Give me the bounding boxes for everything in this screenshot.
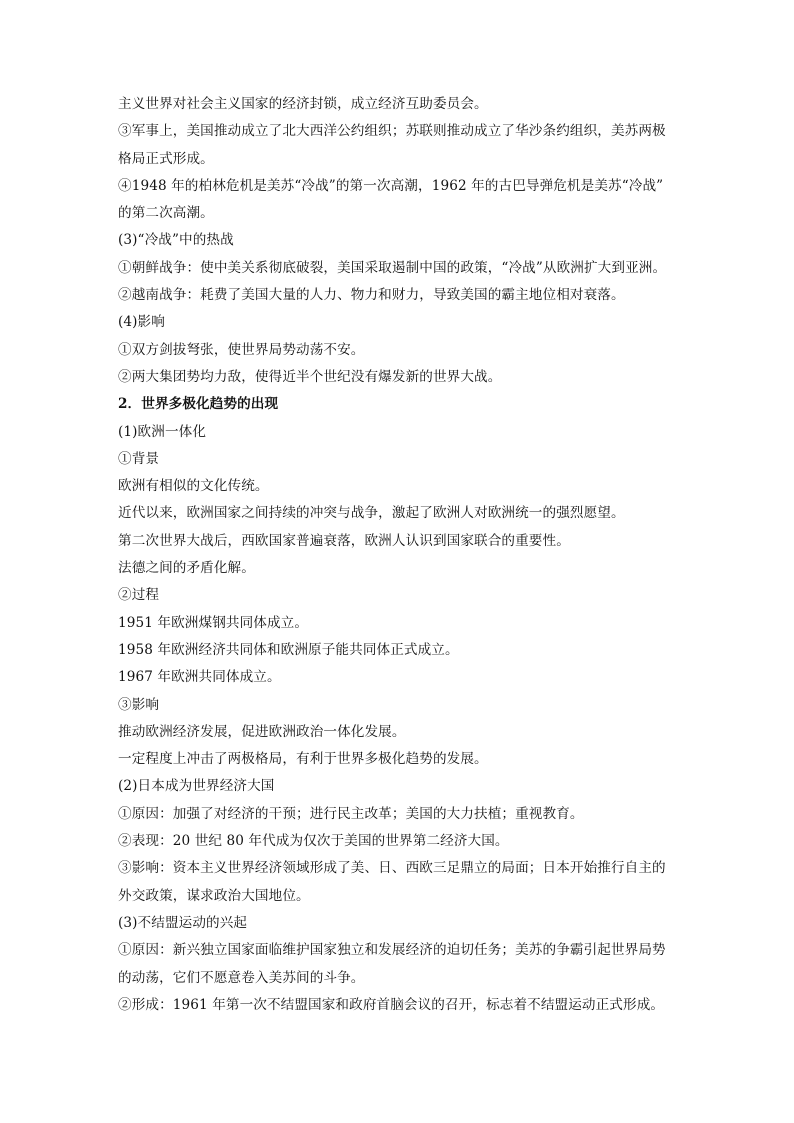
text-line: 一定程度上冲击了两极格局，有利于世界多极化趋势的发展。	[118, 751, 488, 768]
text-line: ③影响：资本主义世界经济领域形成了美、日、西欧三足鼎立的局面；日本开始推行自主的	[118, 860, 666, 877]
subsection-heading: (1)欧洲一体化	[118, 423, 207, 440]
text-line: ①原因：加强了对经济的干预；进行民主改革；美国的大力扶植；重视教育。	[118, 805, 584, 822]
text-line: ①背景	[118, 450, 160, 467]
text-line: 外交政策，谋求政治大国地位。	[118, 887, 310, 904]
text-line: ④1948 年的柏林危机是美苏“冷战”的第一次高潮，1962 年的古巴导弹危机是美苏“冷战”	[118, 177, 664, 194]
subsection-heading: (2)日本成为世界经济大国	[118, 778, 275, 795]
text-line: 1951 年欧洲煤钢共同体成立。	[118, 614, 309, 631]
text-line: 格局正式形成。	[118, 150, 214, 167]
text-line: ①朝鲜战争：使中美关系彻底破裂，美国采取遏制中国的政策，“冷战”从欧洲扩大到亚洲。	[118, 259, 667, 276]
subsection-heading: (3)不结盟运动的兴起	[118, 914, 248, 931]
section-heading: 2．世界多极化趋势的出现	[118, 396, 279, 413]
text-line: ②两大集团势均力敌，使得近半个世纪没有爆发新的世界大战。	[118, 368, 502, 385]
text-line: 法德之间的矛盾化解。	[118, 560, 255, 577]
text-line: ①原因：新兴独立国家面临维护国家独立和发展经济的迫切任务；美苏的争霸引起世界局势	[118, 942, 666, 959]
text-line: 主义世界对社会主义国家的经济封锁，成立经济互助委员会。	[118, 96, 488, 112]
text-line: ③影响	[118, 696, 160, 713]
document-page	[118, 91, 688, 1019]
text-line: 推动欧洲经济发展，促进欧洲政治一体化发展。	[118, 723, 406, 740]
text-line: ②形成：1961 年第一次不结盟国家和政府首脑会议的召开，标志着不结盟运动正式形成。	[118, 996, 665, 1013]
text-line: 欧洲有相似的文化传统。	[118, 478, 269, 495]
text-line: ①双方剑拔弩张，使世界局势动荡不安。	[118, 341, 365, 358]
text-line: ②过程	[118, 587, 160, 604]
text-line: 近代以来，欧洲国家之间持续的冲突与战争，激起了欧洲人对欧洲统一的强烈愿望。	[118, 505, 625, 522]
text-line: 第二次世界大战后，西欧国家普遍衰落，欧洲人认识到国家联合的重要性。	[118, 532, 570, 549]
text-line: 1967 年欧洲共同体成立。	[118, 669, 281, 686]
subsection-heading: (3)“冷战”中的热战	[118, 232, 234, 249]
text-line: 的第二次高潮。	[118, 205, 214, 222]
text-line: ②越南战争：耗费了美国大量的人力、物力和财力，导致美国的霸主地位相对衰落。	[118, 287, 625, 304]
text-line: ③军事上，美国推动成立了北大西洋公约组织；苏联则推动成立了华沙条约组织，美苏两极	[118, 123, 666, 140]
text-line: 1958 年欧洲经济共同体和欧洲原子能共同体正式成立。	[118, 641, 459, 658]
text-line: 的动荡，它们不愿意卷入美苏间的斗争。	[118, 969, 365, 986]
subsection-heading: (4)影响	[118, 314, 165, 331]
text-line: ②表现：20 世纪 80 年代成为仅次于美国的世界第二经济大国。	[118, 833, 509, 850]
